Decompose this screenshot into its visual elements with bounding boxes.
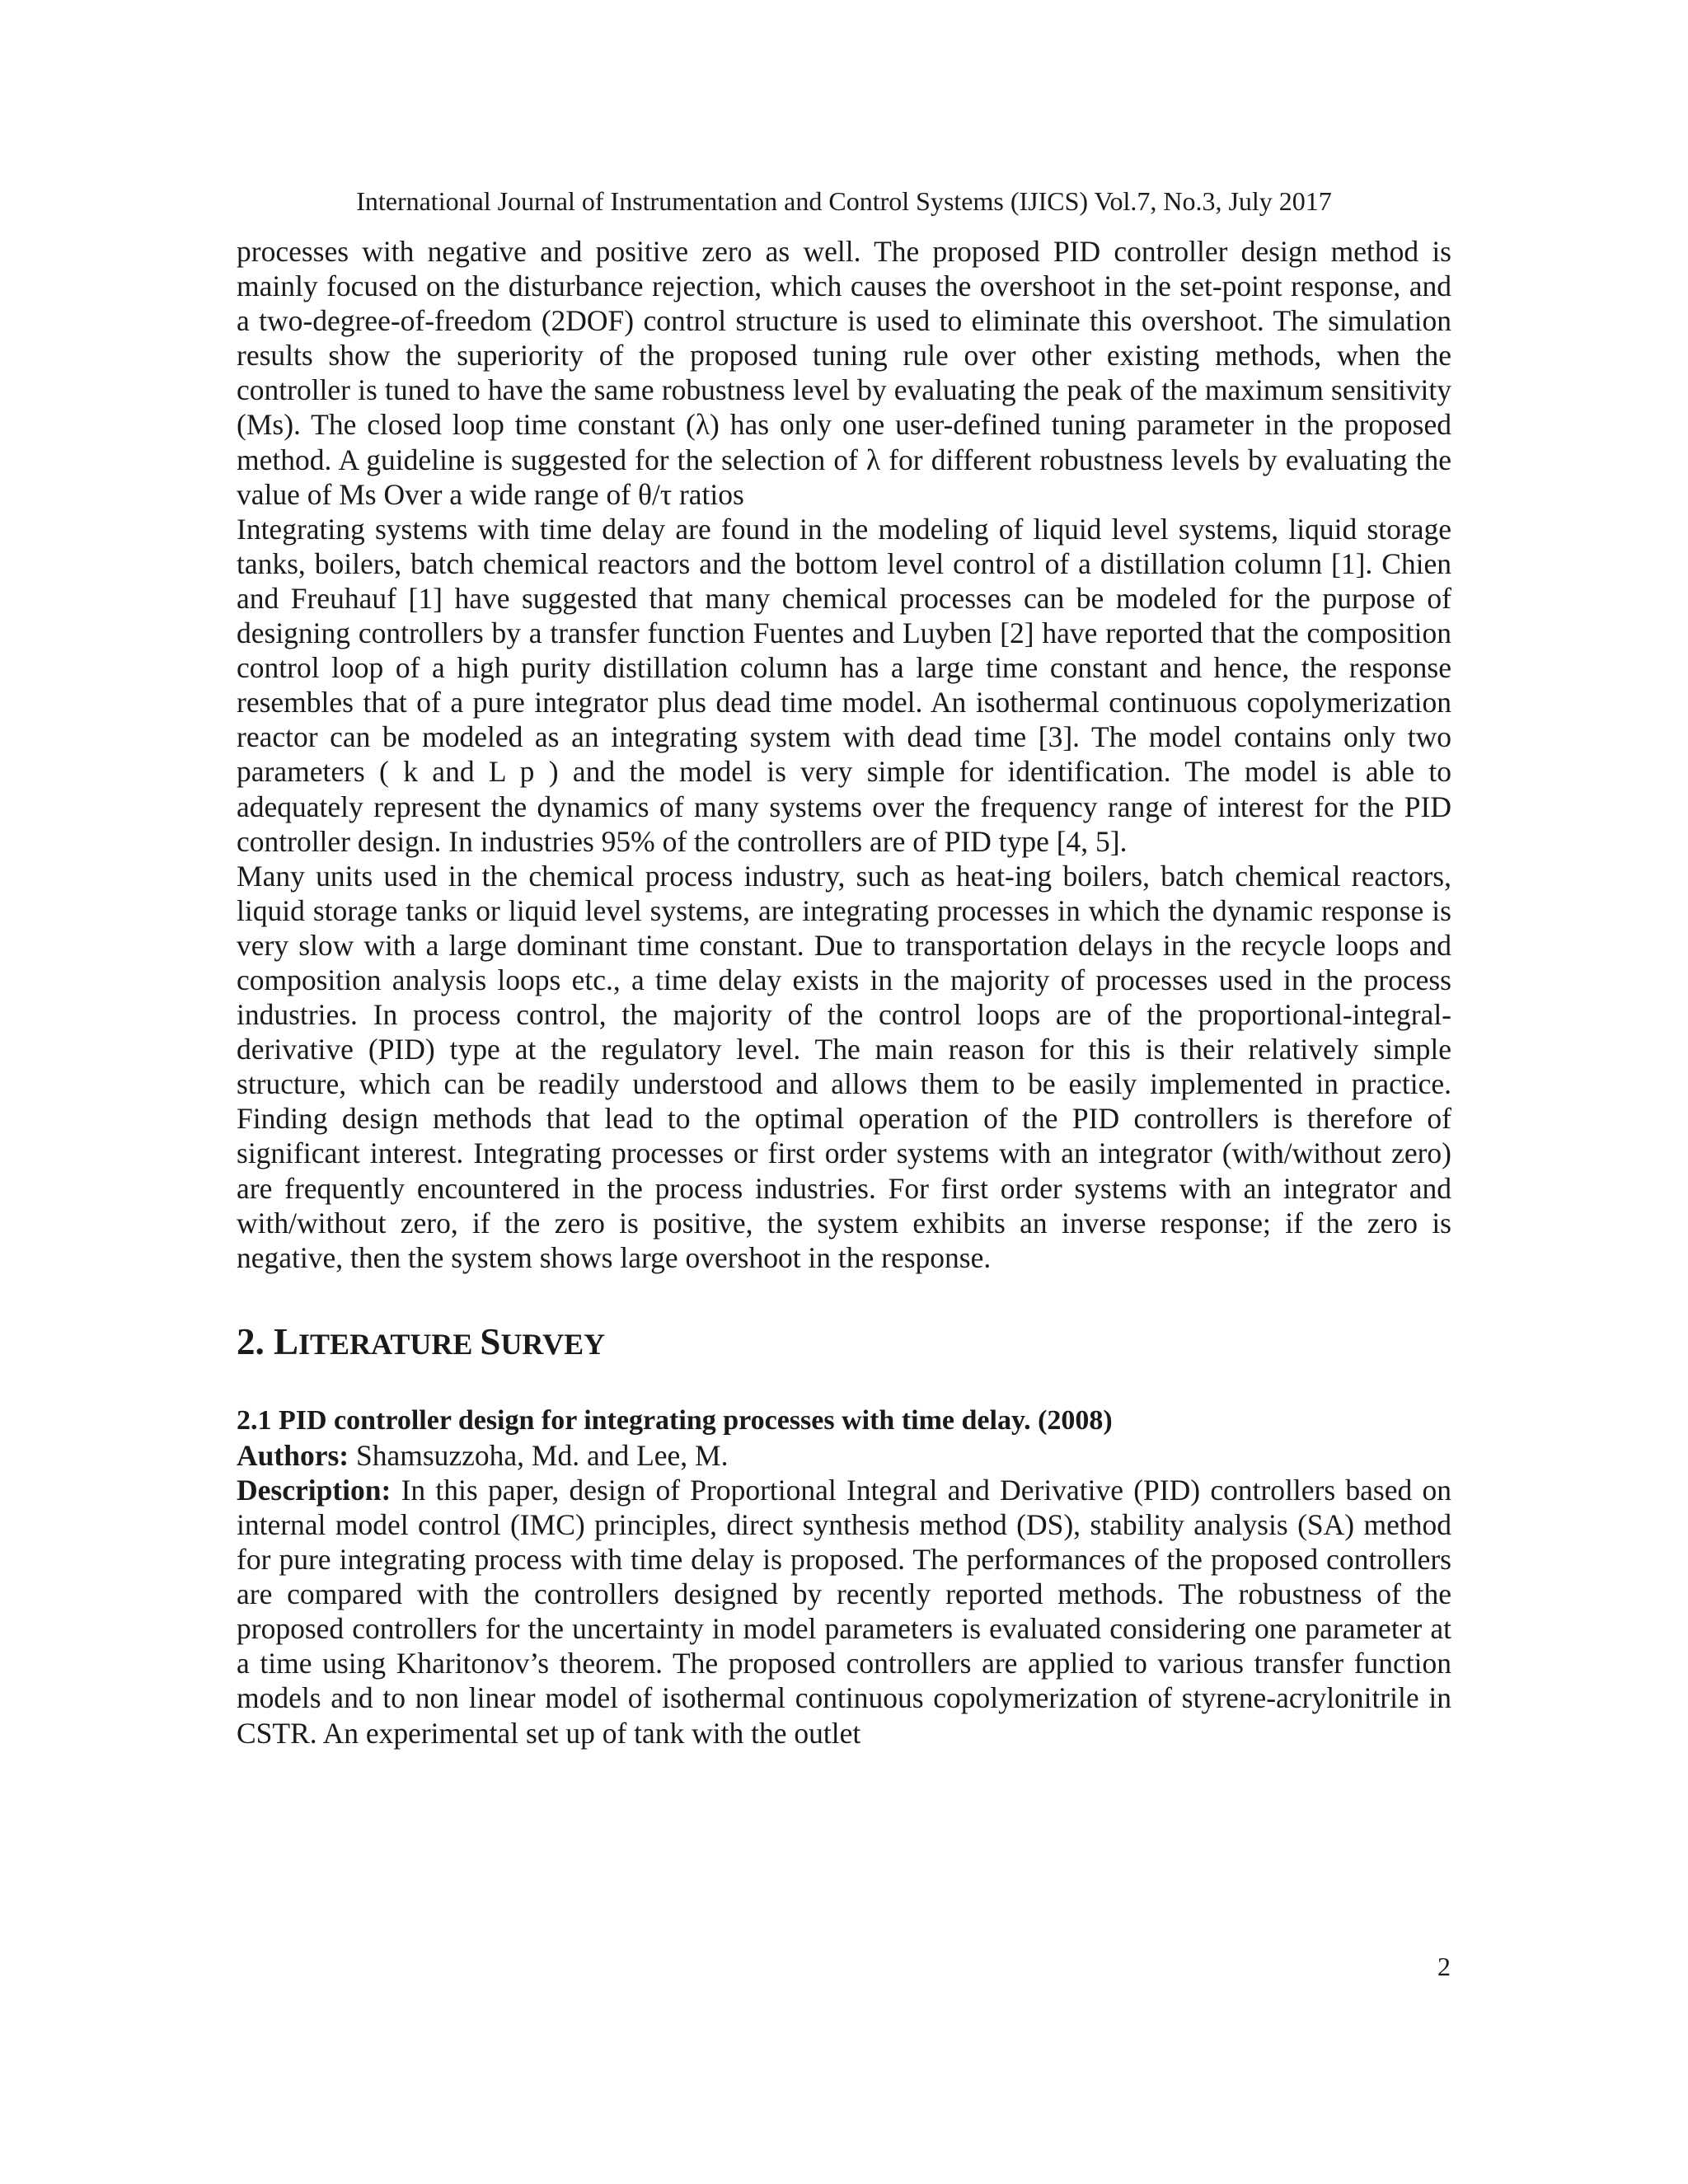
body-paragraph-2: Integrating systems with time delay are found in the modeling of liquid level systems, liquid storage tanks, boilers, batch chemical reactors and the bottom level control of a distillation column [1]. Chien and Freuhauf [1] have suggested that many chemical processes can be modeled for the purpose of designing controllers by a transfer function Fuentes and Luyben [2] have reported that the composition control loop of a high purity distillation column has a large time constant and hence, the response resembles that of a pure integrator plus dead time model. An isothermal continuous copolymerization reactor can be modeled as an integrating system with dead time [3]. The model contains only two parameters ( k and L p ) and the model is very simple for identification. The model is able to adequately represent the dynamics of many systems over the frequency range of interest for the PID controller design. In industries 95% of the controllers are of PID type [4, 5]. [237,512,1451,858]
description-label: Description: [237,1473,392,1507]
description-paragraph [237,1473,1451,1750]
body-paragraph-1: processes with negative and positive zero as well. The proposed PID controller design method is mainly focused on the disturbance rejection, which causes the overshoot in the set-point response, and a two-degree-of-freedom (2DOF) control structure is used to eliminate this overshoot. The simulation results show the superiority of the proposed tuning rule over other existing methods, when the controller is tuned to have the same robustness level by evaluating the peak of the maximum sensitivity (Ms). The closed loop time constant (λ) has only one user-defined tuning parameter in the proposed method. A guideline is suggested for the selection of λ for different robustness levels by evaluating the value of Ms Over a wide range of θ/τ ratios [237,235,1451,511]
page-number: 2 [1437,1952,1451,1981]
authors-value: Shamsuzzoha, Md. and Lee, M. [349,1438,729,1472]
page-body [237,234,1451,1750]
body-paragraph-3: Many units used in the chemical process industry, such as heat-ing boilers, batch chemical reactors, liquid storage tanks or liquid level systems, are integrating processes in which the dynamic response is very slow with a large dominant time constant. Due to transportation delays in the recycle loops and composition analysis loops etc., a time delay exists in the majority of processes used in the process industries. In process control, the majority of the control loops are of the proportional-integral-derivative (PID) type at the regulatory level. The main reason for this is their relatively simple structure, which can be readily understood and allows them to be easily implemented in practice. Finding design methods that lead to the optimal operation of the PID controllers is therefore of significant interest. Integrating processes or first order systems with an integrator (with/without zero) are frequently encountered in the process industries. For first order systems with an integrator and with/without zero, if the zero is positive, the system exhibits an inverse response; if the zero is negative, then the system shows large overshoot in the response. [237,859,1451,1274]
section-heading-number: 2. L [237,1320,299,1362]
description-value: In this paper, design of Proportional Integral and Derivative (PID) controllers based on internal model control (IMC) principles, direct synthesis method (DS), stability analysis (SA) method for pure integrating process with time delay is proposed. The performances of the proposed controllers are compared with the controllers designed by recently reported methods. The robustness of the proposed controllers for the uncertainty in model parameters is evaluated considering one parameter at a time using Kharitonov’s theorem. The proposed controllers are applied to various transfer function models and to non linear model of isothermal continuous copolymerization of styrene-acrylonitrile in CSTR. An experimental set up of tank with the outlet [237,1473,1451,1750]
section-heading [237,1319,1451,1367]
section-heading-initial-2: S [480,1320,501,1362]
authors-label: Authors: [237,1438,349,1472]
subsection-heading: 2.1 PID controller design for integrating processes with time delay. (2008) [237,1404,1113,1436]
authors-line [237,1438,1451,1473]
section-heading-smallcaps-1: ITERATURE [298,1327,481,1361]
section-heading-smallcaps-2: URVEY [500,1327,606,1361]
journal-running-header: International Journal of Instrumentation and Control Systems (IJICS) Vol.7, No.3, July 2017 [356,186,1332,216]
